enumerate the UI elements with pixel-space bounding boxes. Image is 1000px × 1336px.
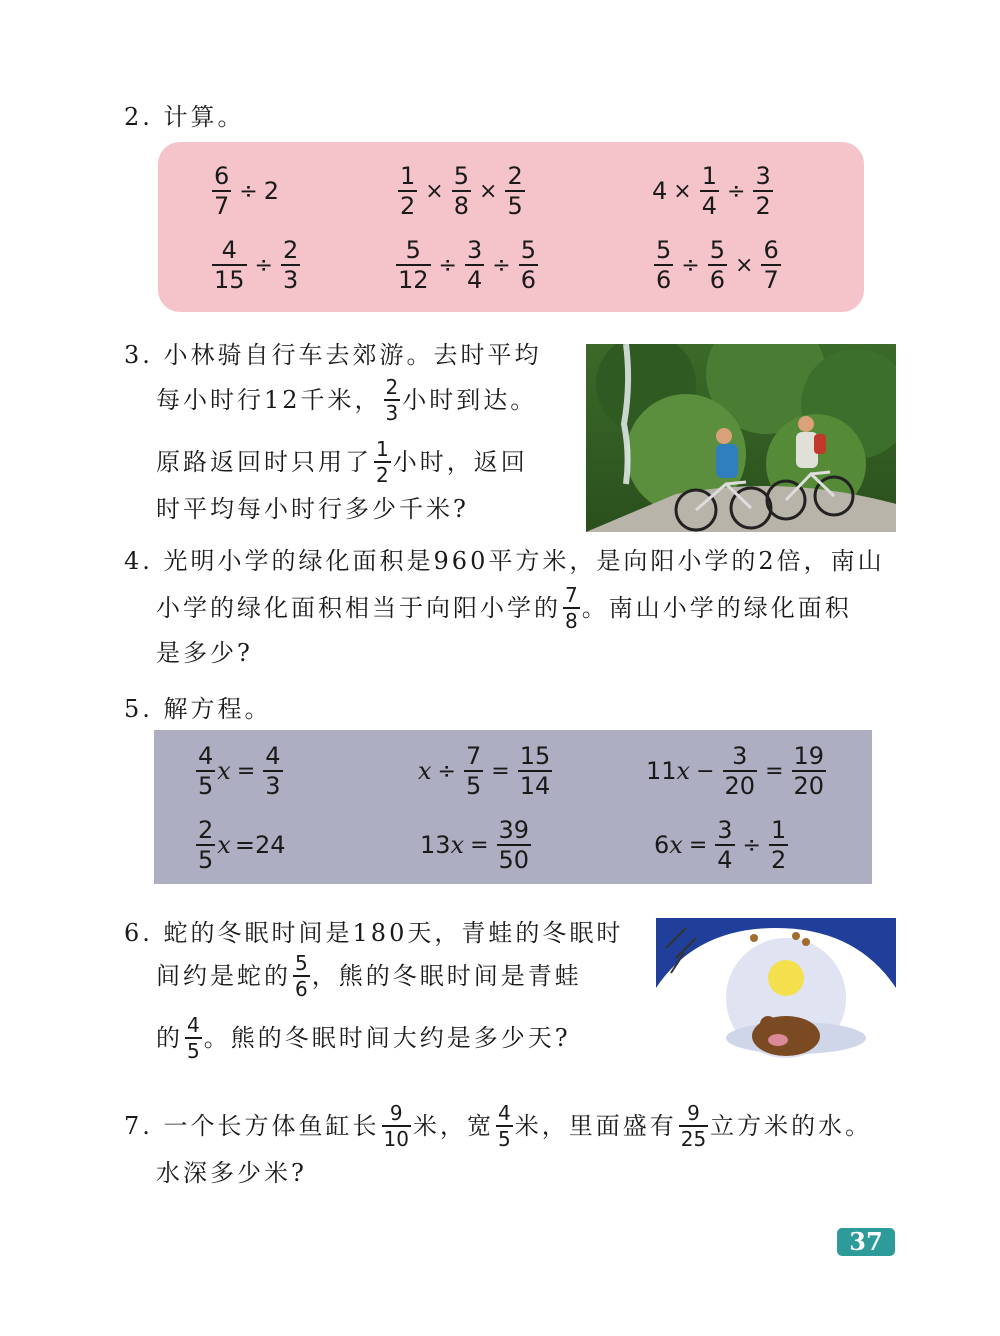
q2-expr-6: $\frac{5}{6}$ ÷ $\frac{5}{6}$ × $\frac{6}{7}$ — [656, 236, 779, 294]
q2-expr-4: $\frac{4}{15}$ ÷ $\frac{2}{3}$ — [214, 236, 299, 294]
q4-line1: 4. 光明小学的绿化面积是960平方米，是向阳小学的2倍，南山 — [124, 547, 885, 575]
q2-expr-3: 4 × $\frac{1}{4}$ ÷ $\frac{3}{2}$ — [652, 162, 771, 220]
q3-line2: 每小时行12千米， $\frac{2}{3}$ 小时到达。 — [156, 375, 538, 425]
q4-line2: 小学的绿化面积相当于向阳小学的 $\frac{7}{8}$ 。南山小学的绿化面积 — [156, 583, 852, 633]
q2-expr-5: $\frac{5}{12}$ ÷ $\frac{3}{4}$ ÷ $\frac{5}{6}$ — [398, 236, 536, 294]
q3-line1: 3. 小林骑自行车去郊游。去时平均 — [124, 341, 542, 369]
q5-eq-6: 6 x = $\frac{3}{4}$ ÷ $\frac{1}{2}$ — [654, 816, 787, 874]
q6-line1: 6. 蛇的冬眠时间是180天，青蛙的冬眠时 — [124, 919, 624, 947]
q2-expr-2: $\frac{1}{2}$ × $\frac{5}{8}$ × $\frac{2}{5}$ — [400, 162, 523, 220]
q6-line2: 间约是蛇的 $\frac{5}{6}$ ，熊的冬眠时间是青蛙 — [156, 951, 582, 1001]
q3-line3: 原路返回时只用了 $\frac{1}{2}$ 小时，返回 — [156, 437, 528, 487]
q5-eq-1: $\frac{4}{5}$ x = $\frac{4}{3}$ — [198, 742, 281, 800]
q5-eq-3: 11 x − $\frac{3}{20}$ = $\frac{19}{20}$ — [646, 742, 825, 800]
cyclists-photo — [586, 344, 896, 532]
q2-expr-1: $\frac{6}{7}$ ÷ 2 — [214, 162, 279, 220]
q7-line1: 7. 一个长方体鱼缸长 $\frac{9}{10}$ 米，宽 $\frac{4}{5}$ 米，里面盛有 $\frac{9}{25}$ 立方米的水。 — [124, 1101, 873, 1151]
q5-title: 5. 解方程。 — [124, 695, 272, 723]
q2-title: 2. 计算。 — [124, 103, 245, 131]
q6-line3: 的 $\frac{4}{5}$ 。熊的冬眠时间大约是多少天? — [156, 1013, 571, 1063]
q7-line2: 水深多少米? — [156, 1159, 307, 1187]
q5-eq-2: x ÷ $\frac{7}{5}$ = $\frac{15}{14}$ — [418, 742, 551, 800]
q4-line3: 是多少? — [156, 639, 253, 667]
q3-line4: 时平均每小时行多少千米? — [156, 495, 469, 523]
q5-eq-5: 13 x = $\frac{39}{50}$ — [420, 816, 530, 874]
hibernating-bear-illustration — [656, 918, 896, 1064]
page-number: 37 — [837, 1228, 895, 1256]
q5-eq-4: $\frac{2}{5}$ x =24 — [198, 816, 286, 874]
